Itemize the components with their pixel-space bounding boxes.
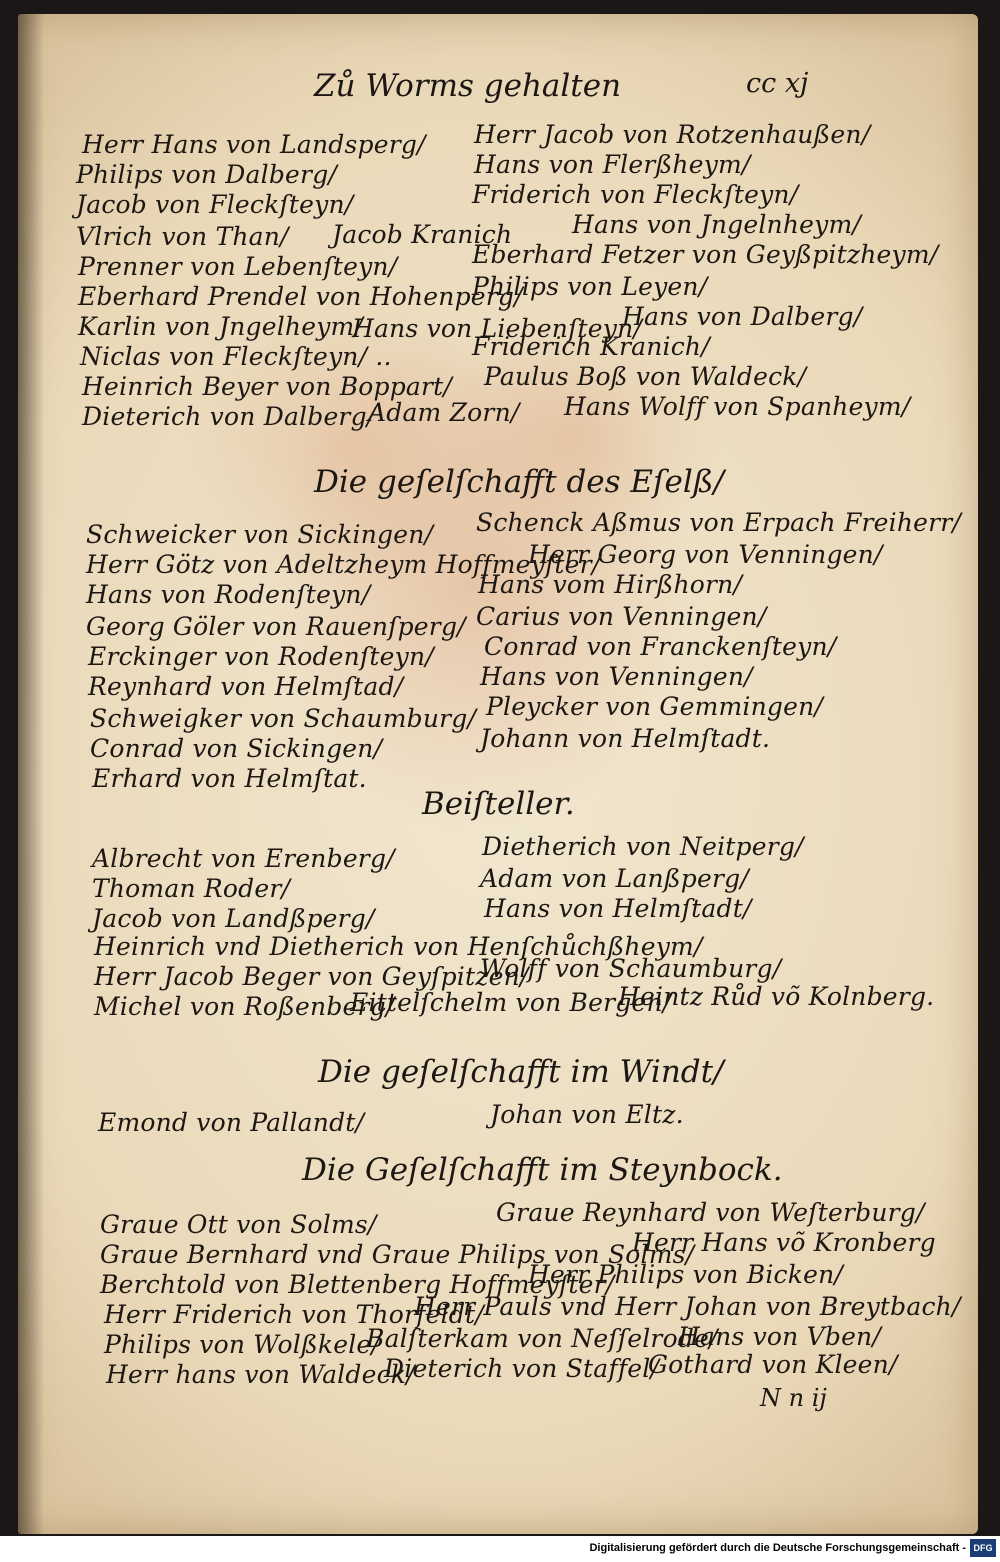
footer-credit: Digitalisierung gefördert durch die Deutsche Forschungsgemeinschaft - [589,1542,966,1554]
name-entry: Hans von Liebenſteyn/ [352,314,643,343]
name-entry: Graue Reynhard von Weſterburg/ [496,1198,925,1227]
name-entry: Hans von Helmſtadt/ [484,894,752,923]
name-entry: Herr Jacob von Rotzenhaußen/ [474,120,871,149]
name-entry: Johan von Eltz. [490,1100,684,1129]
name-entry: Eberhard Prendel von Hohenperg/ [78,282,523,311]
name-entry: Hans Wolff von Spanheym/ [564,392,911,421]
name-entry: Albrecht von Erenberg/ [92,844,395,873]
name-entry: Erckinger von Rodenſteyn/ [88,642,434,671]
section-heading-windt: Die geſelſchafft im Windt/ [318,1054,724,1090]
name-entry: Eberhard Fetzer von Geyßpitzheym/ [472,240,939,269]
name-entry: Heinrich Beyer von Boppart/ [82,372,453,401]
name-entry: Hans von Venningen/ [480,662,753,691]
footer-bar [0,1536,1000,1562]
name-entry: Adam von Lanßperg/ [480,864,749,893]
name-entry: Graue Bernhard vnd Graue Philips von Solms/ [100,1240,695,1269]
name-entry: Graue Ott von Solms/ [100,1210,377,1239]
name-entry: Philips von Dalberg/ [76,160,338,189]
name-entry: Vlrich von Than/ [76,222,289,251]
name-entry: Schweicker von Sickingen/ [86,520,434,549]
name-entry: Conrad von Franckenſteyn/ [484,632,837,661]
name-entry: Philips von Leyen/ [472,272,708,301]
name-entry: Herr Hans von Landsperg/ [82,130,426,159]
name-entry: Hans von Vben/ [678,1322,881,1351]
name-entry: Gothard von Kleen/ [648,1350,898,1379]
name-entry: Carius von Venningen/ [476,602,767,631]
name-entry: Georg Göler von Rauenſperg/ [86,612,466,641]
name-entry: Herr Jacob Beger von Geyſpitzen/ [94,962,529,991]
name-entry: Paulus Boß von Waldeck/ [484,362,807,391]
name-entry: Heintz Růd võ Kolnberg. [618,982,935,1011]
name-entry: Michel von Roßenberg/ [94,992,395,1021]
name-entry: Schenck Aßmus von Erpach Freiherr/ [476,508,962,537]
name-entry: Pleycker von Gemmingen/ [486,692,823,721]
section-heading-beisteller: Beiſteller. [422,786,575,822]
name-entry: Heinrich vnd Dietherich von Henſchůchßheym/ [94,932,703,961]
name-entry: Dieterich von Staffel/ [384,1354,660,1383]
name-entry: Hans von Flerßheym/ [474,150,751,179]
name-entry: Wolff von Schaumburg/ [480,954,782,983]
name-entry: Prenner von Lebenſteyn/ [78,252,398,281]
name-entry: Emond von Pallandt/ [98,1108,365,1137]
name-entry: Herr Philips von Bicken/ [528,1260,843,1289]
section-heading-steynbock: Die Geſelſchafft im Steynbock. [302,1152,783,1188]
name-entry: Schweigker von Schaumburg/ [90,704,477,733]
dfg-logo-icon: DFG [970,1539,996,1557]
name-entry: Herr hans von Waldeck/ [106,1360,415,1389]
name-entry: Jacob Kranich [332,220,513,249]
name-entry: Dieterich von Dalberg/ [82,402,376,431]
folio-number: cc xj [746,68,809,99]
name-entry: Balſterkam von Neſſelrode/ [366,1324,718,1353]
name-entry: Reynhard von Helmſtad/ [88,672,404,701]
name-entry: Herr Götz von Adeltzheym Hoffmeyſter/ [86,550,601,579]
name-entry: Jacob von Landßperg/ [92,904,375,933]
name-entry: Niclas von Fleckſteyn/ .. [80,342,392,371]
name-entry: Friderich Kranich/ [472,332,710,361]
name-entry: Herr Pauls vnd Herr Johan von Breytbach/ [414,1292,961,1321]
name-entry: Hans vom Hirßhorn/ [478,570,743,599]
name-entry: Johann von Helmſtadt. [480,724,771,753]
name-entry: Philips von Wolßkele/ [104,1330,381,1359]
name-entry: Erhard von Helmſtat. [92,764,367,793]
signature-mark: N n ij [760,1384,827,1412]
name-entry: Karlin von Jngelheym/ [78,312,364,341]
name-entry: Friderich von Fleckſteyn/ [472,180,799,209]
name-entry: Herr Georg von Venningen/ [528,540,883,569]
name-entry: Thoman Roder/ [92,874,291,903]
name-entry: Hans von Dalberg/ [622,302,863,331]
name-entry: Jacob von Fleckſteyn/ [76,190,354,219]
running-title: Zů Worms gehalten [314,68,622,104]
name-entry: Hans von Rodenſteyn/ [86,580,371,609]
name-entry: Herr Hans võ Kronberg [632,1228,936,1257]
name-entry: Adam Zorn/ [368,398,520,427]
section-heading-esel: Die geſelſchafft des Eſelß/ [314,464,724,500]
name-entry: Hans von Jngelnheym/ [572,210,861,239]
name-entry: Berchtold von Blettenberg Hoffmeyſter/ [100,1270,615,1299]
name-entry: Conrad von Sickingen/ [90,734,383,763]
name-entry: Eittelſchelm von Bergen/ [350,988,672,1017]
name-entry: Herr Friderich von Thorfeldt/ [104,1300,484,1329]
book-page [18,14,978,1534]
name-entry: Dietherich von Neitperg/ [482,832,804,861]
